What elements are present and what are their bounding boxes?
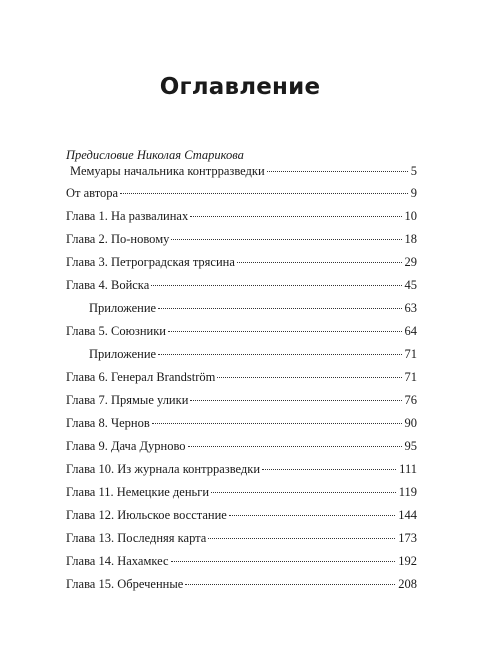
toc-entry-page: 18 [404, 232, 417, 246]
toc-entry[interactable] [66, 208, 417, 224]
toc-entry-page: 208 [398, 577, 417, 591]
toc-entry-page: 71 [404, 370, 417, 384]
toc-entry-label: От автора [66, 186, 119, 200]
toc-entry-label: Глава 1. На развалинах [66, 209, 189, 223]
toc-entry-page: 9 [410, 186, 417, 200]
table-of-contents [66, 147, 417, 599]
toc-entry-page: 5 [410, 164, 417, 178]
toc-entry-page: 45 [404, 278, 417, 292]
toc-entry[interactable] [89, 346, 417, 362]
toc-entry[interactable] [66, 277, 417, 293]
toc-entry-page: 144 [398, 508, 417, 522]
dot-leader [151, 285, 401, 286]
dot-leader [237, 262, 402, 263]
toc-entry-page: 10 [404, 209, 417, 223]
toc-entry-label: Глава 12. Июльское восстание [66, 508, 227, 522]
dot-leader [120, 193, 408, 194]
dot-leader [185, 584, 395, 585]
toc-entry-label: Глава 9. Дача Дурново [66, 439, 186, 453]
toc-entry[interactable] [66, 530, 417, 546]
toc-entry-label: Приложение [89, 347, 157, 361]
toc-entry-page: 192 [398, 554, 417, 568]
dot-leader [152, 423, 402, 424]
toc-entry-label: Приложение [89, 301, 157, 315]
toc-entry-label: Глава 11. Немецкие деньги [66, 485, 210, 499]
toc-entry[interactable] [66, 415, 417, 431]
toc-entry-label: Глава 4. Войска [66, 278, 150, 292]
toc-entry-page: 64 [404, 324, 417, 338]
toc-entry[interactable] [66, 369, 417, 385]
dot-leader [188, 446, 402, 447]
dot-leader [158, 308, 401, 309]
dot-leader [190, 216, 401, 217]
toc-entry-preface[interactable] [70, 163, 417, 179]
toc-entry-label: Мемуары начальника контрразведки [70, 164, 265, 178]
toc-entry-page: 76 [404, 393, 417, 407]
toc-entry[interactable] [66, 484, 417, 500]
toc-entry-label: Глава 3. Петроградская трясина [66, 255, 235, 269]
toc-entry[interactable] [66, 576, 417, 592]
toc-entry[interactable] [66, 254, 417, 270]
dot-leader [217, 377, 401, 378]
page-title: Оглавление [159, 74, 321, 100]
toc-entry[interactable] [66, 392, 417, 408]
toc-entry-label: Глава 8. Чернов [66, 416, 150, 430]
toc-entry-label: Глава 2. По-новому [66, 232, 170, 246]
toc-entry-page: 63 [404, 301, 417, 315]
toc-entry[interactable] [66, 438, 417, 454]
toc-entry-label: Глава 14. Нахамкес [66, 554, 169, 568]
toc-entry[interactable] [66, 323, 417, 339]
dot-leader [229, 515, 395, 516]
dot-leader [171, 239, 401, 240]
dot-leader [168, 331, 402, 332]
dot-leader [208, 538, 395, 539]
toc-entry[interactable] [89, 300, 417, 316]
dot-leader [158, 354, 401, 355]
toc-entry-label: Глава 6. Генерал Brandström [66, 370, 216, 384]
dot-leader [262, 469, 396, 470]
toc-entry-page: 90 [404, 416, 417, 430]
toc-entry-page: 111 [399, 462, 417, 476]
toc-entry-label: Глава 15. Обреченные [66, 577, 184, 591]
preface-author: Предисловие Николая Старикова [66, 148, 244, 162]
toc-entry[interactable] [66, 461, 417, 477]
dot-leader [171, 561, 396, 562]
toc-entry-page: 119 [398, 485, 417, 499]
toc-entry[interactable] [66, 507, 417, 523]
toc-entry-page: 173 [398, 531, 417, 545]
toc-entries [66, 185, 417, 592]
toc-entry-label: Глава 13. Последняя карта [66, 531, 207, 545]
dot-leader [267, 171, 408, 172]
dot-leader [190, 400, 401, 401]
toc-entry-page: 29 [404, 255, 417, 269]
toc-entry-label: Глава 10. Из журнала контрразведки [66, 462, 261, 476]
toc-entry-page: 95 [404, 439, 417, 453]
dot-leader [211, 492, 396, 493]
toc-entry-label: Глава 7. Прямые улики [66, 393, 189, 407]
toc-entry[interactable] [66, 553, 417, 569]
toc-entry[interactable] [66, 231, 417, 247]
toc-entry[interactable] [66, 185, 417, 201]
toc-entry-label: Глава 5. Союзники [66, 324, 166, 338]
toc-entry-page: 71 [404, 347, 417, 361]
